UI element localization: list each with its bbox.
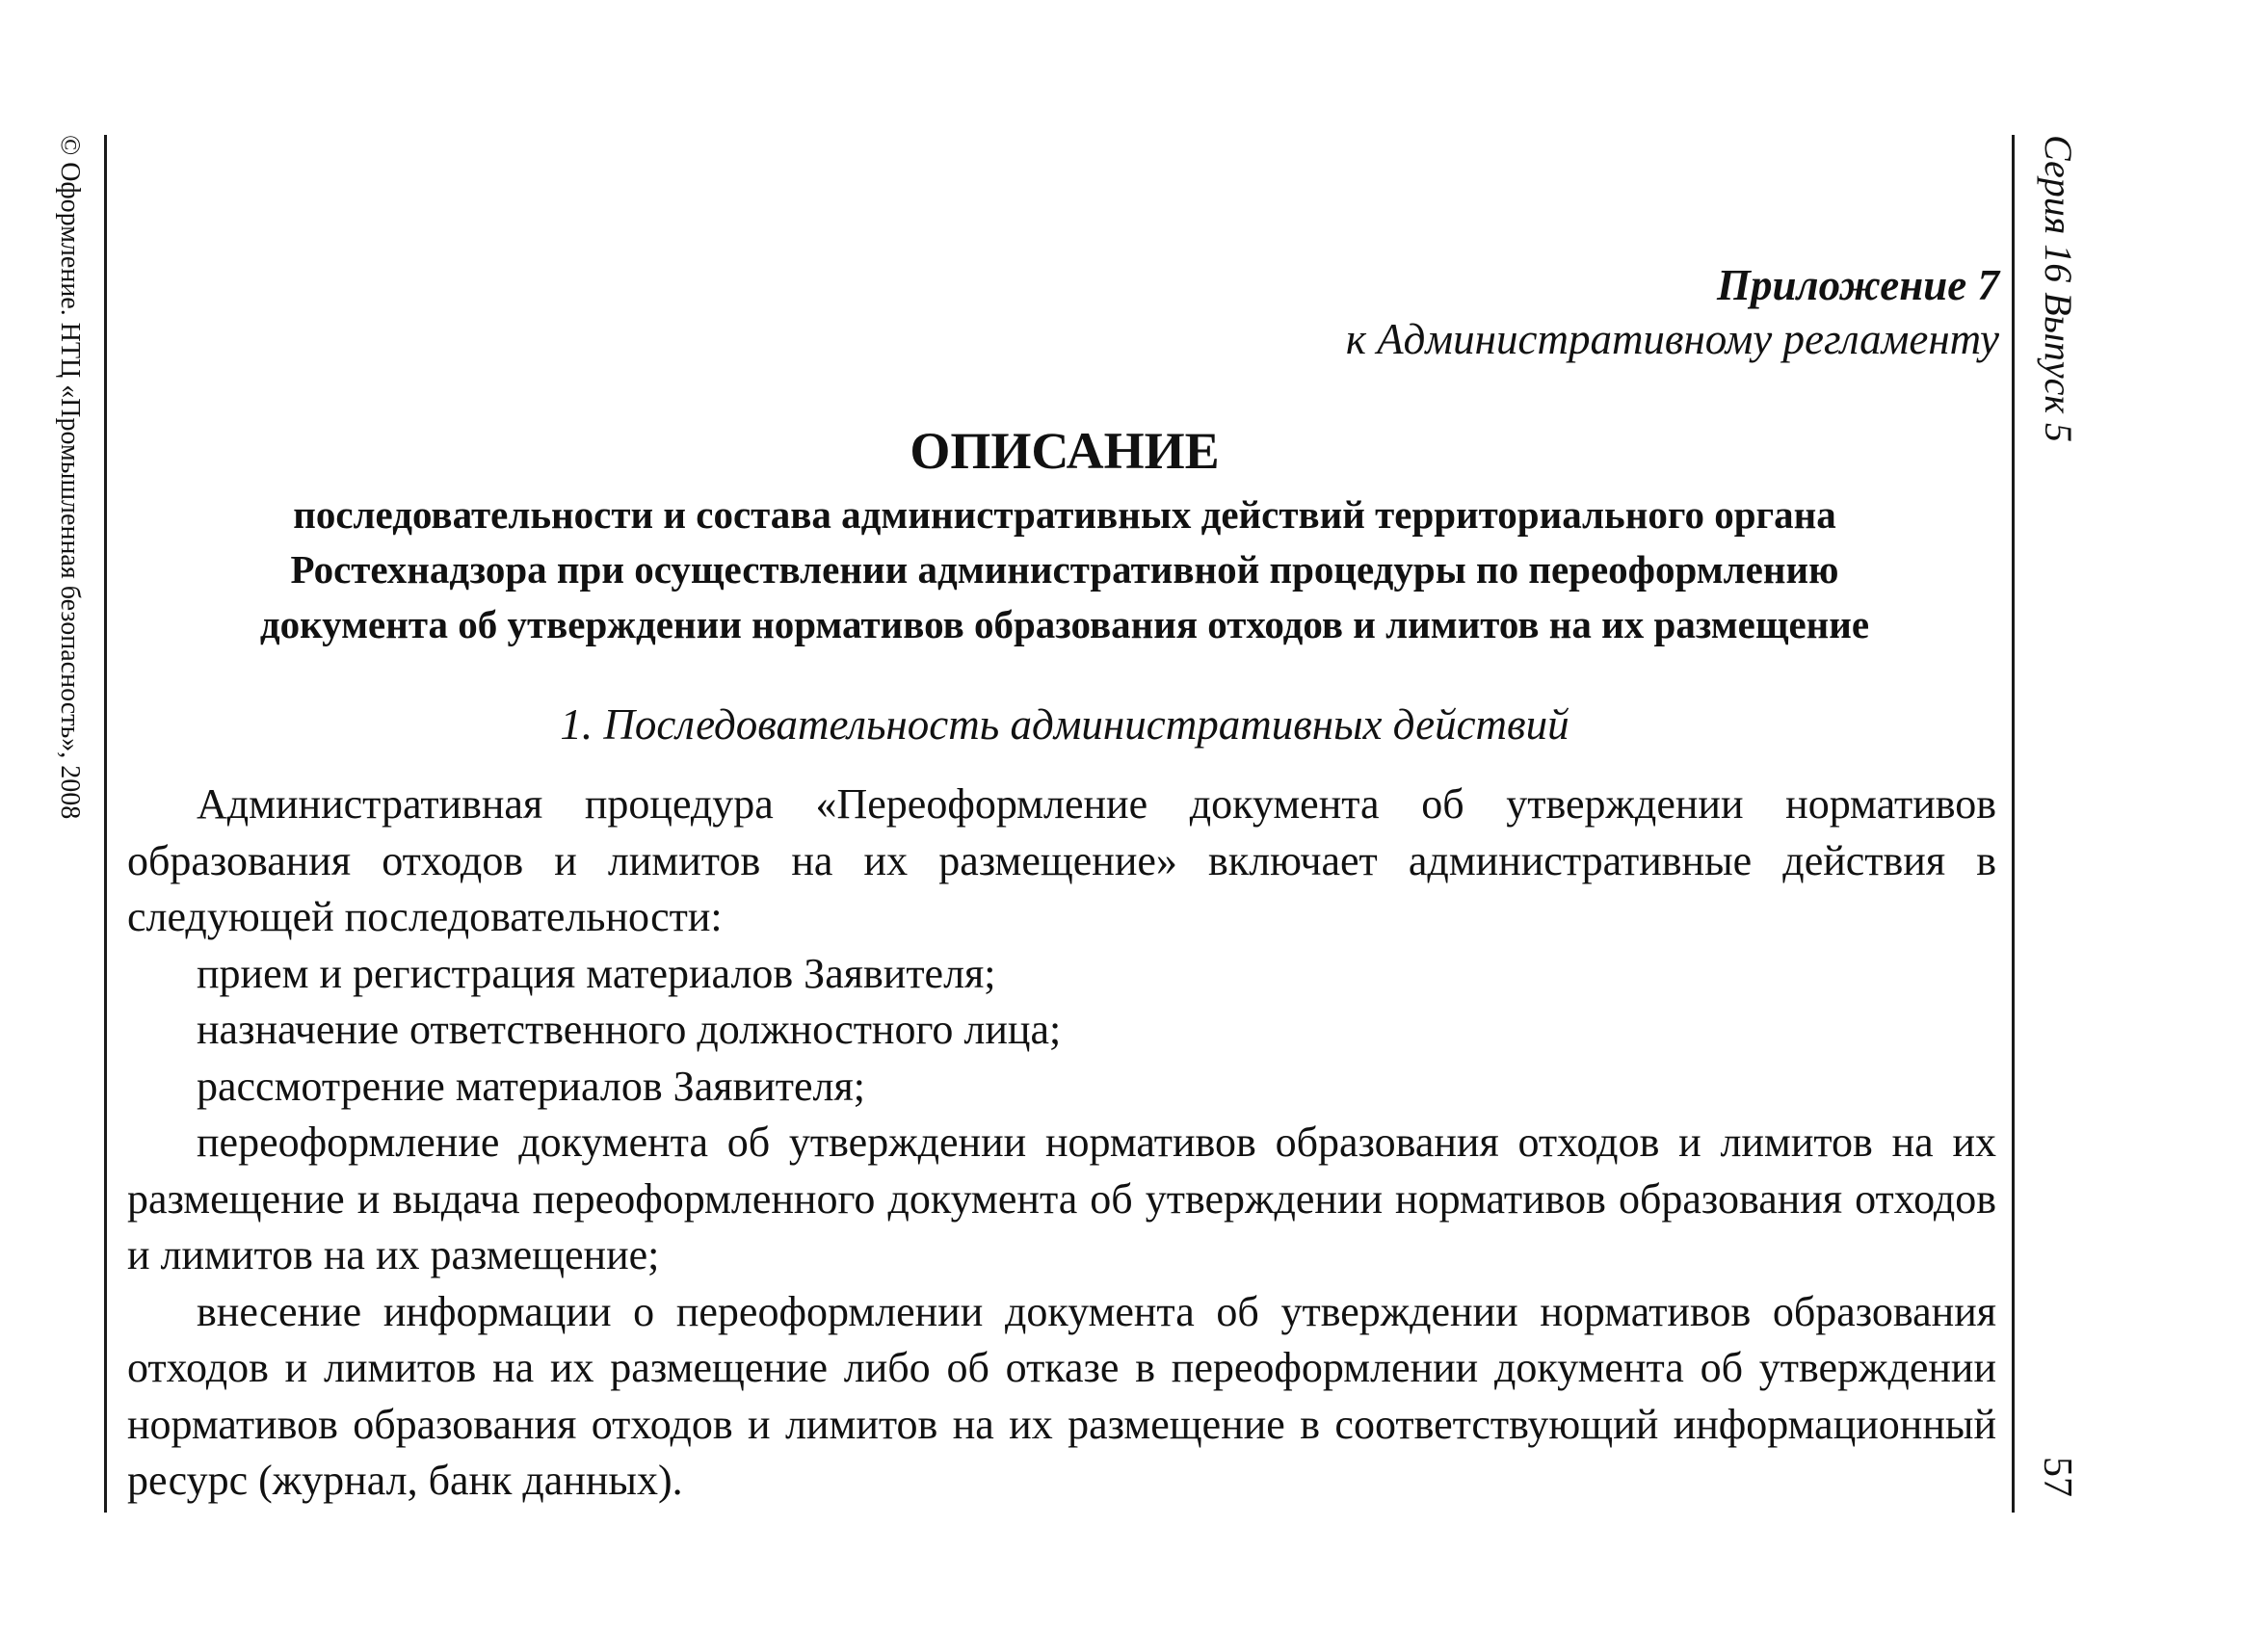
copyright-note: © Оформление. НТЦ «Промышленная безопасность», 2008 — [55, 135, 85, 820]
appendix-sublabel: к Административному регламенту — [1345, 315, 1999, 363]
list-item: внесение информации о переоформлении документа об утверждении нормативов образования отходов и лимитов на их размещение либо об отказе в переоформлении документа об утверждении нормативов образования отходов и лимитов на их размещение в соответствующий информационный ресурс (журнал, банк данных). — [127, 1287, 1996, 1504]
right-margin-rule — [2012, 135, 2015, 1513]
list-item: переоформление документа об утверждении нормативов образования отходов и лимитов на их размещение и выдача переоформленного документа об утверждении нормативов образования отходов и лимитов на их размещение; — [127, 1119, 1996, 1278]
subtitle-line: Ростехнадзора при осуществлении административной процедуры по переоформлению — [290, 547, 1839, 592]
section-heading: 1. Последовательность административных действий — [560, 700, 1569, 749]
intro-paragraph: Административная процедура «Переоформление документа об утверждении нормативов образования отходов и лимитов на их размещение» включает административные действия в следующей последовательности: — [127, 780, 1996, 940]
series-issue-label: Серия 16 Выпуск 5 — [2037, 135, 2080, 443]
subtitle-line: последовательности и состава административных действий территориального органа — [293, 492, 1836, 537]
appendix-label: Приложение 7 — [1717, 261, 1999, 309]
appendix-header — [1346, 258, 1999, 366]
document-title: ОПИСАНИЕ — [910, 422, 1220, 480]
list-item: рассмотрение материалов Заявителя; — [197, 1062, 865, 1110]
subtitle-line: документа об утверждении нормативов образования отходов и лимитов на их размещение — [259, 602, 1870, 646]
list-item: назначение ответственного должностного лица; — [197, 1006, 1062, 1053]
list-item: прием и регистрация материалов Заявителя; — [197, 949, 996, 997]
page-number: 57 — [2035, 1457, 2079, 1497]
body-text — [127, 777, 1996, 1510]
document-subtitle — [145, 487, 1985, 652]
left-margin-rule — [104, 135, 107, 1513]
